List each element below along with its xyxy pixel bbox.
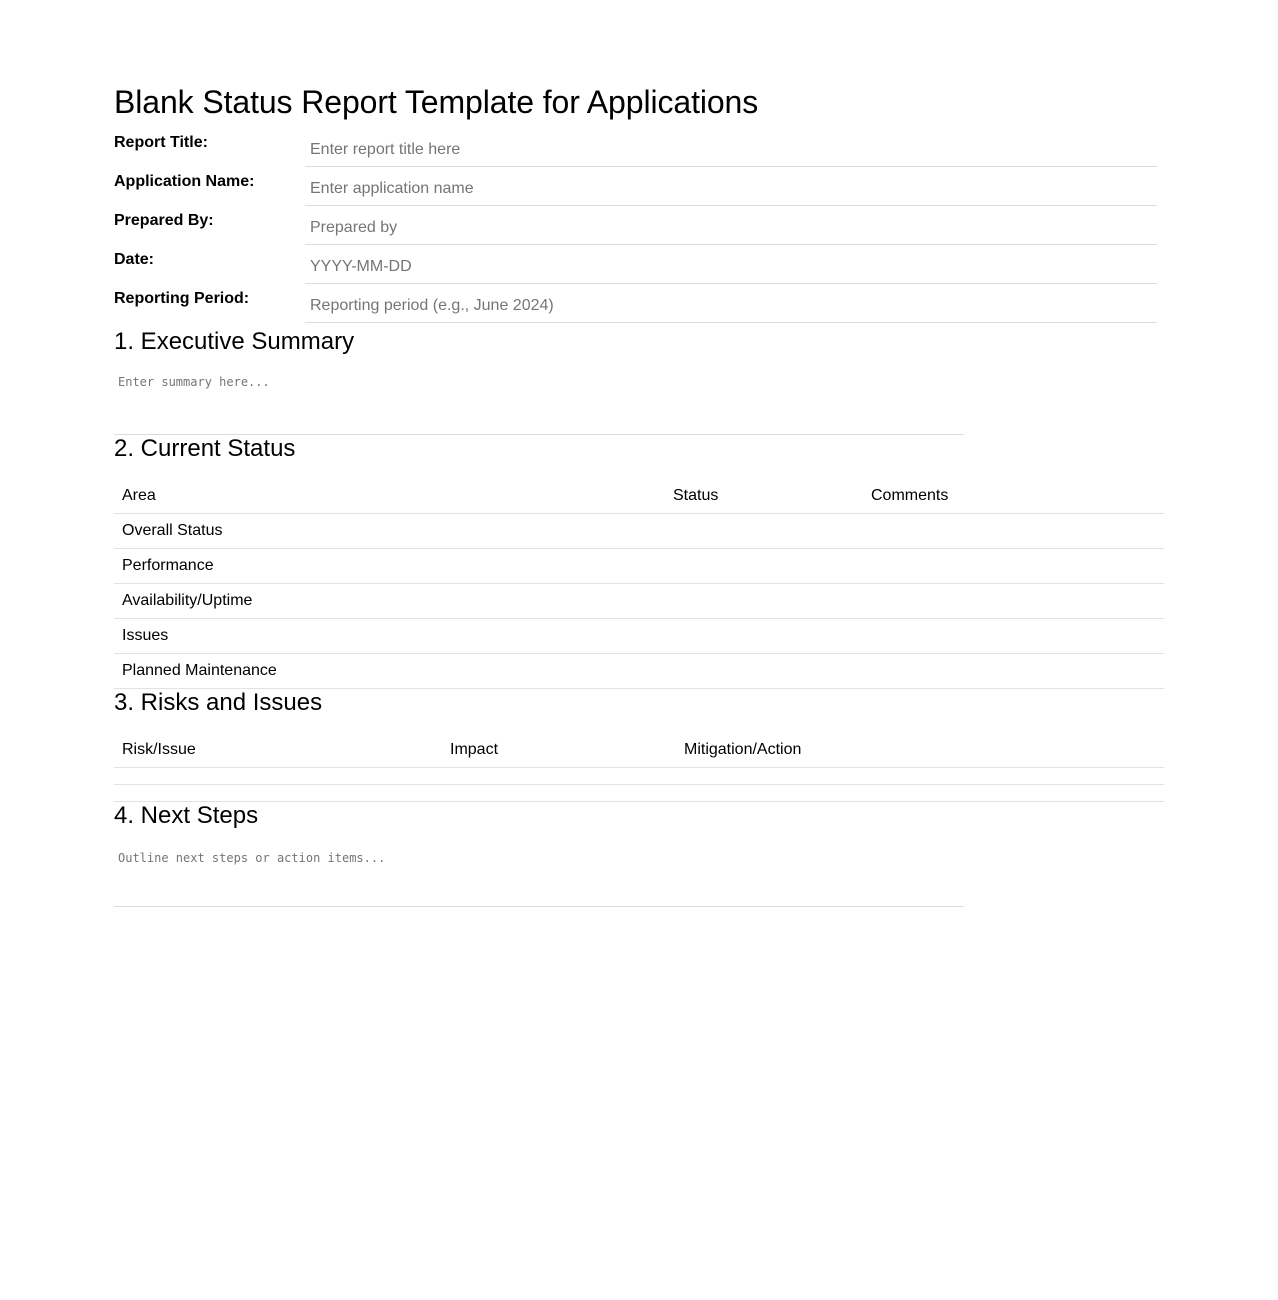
comments-cell[interactable]	[863, 549, 1164, 584]
status-cell[interactable]	[665, 619, 863, 654]
column-header-status: Status	[665, 479, 863, 514]
table-row	[114, 619, 1164, 654]
report-title-label: Report Title:	[114, 134, 208, 151]
area-cell: Issues	[114, 619, 665, 654]
impact-cell[interactable]	[442, 785, 676, 802]
risks-issues-heading: 3. Risks and Issues	[114, 689, 323, 716]
reporting-period-label: Reporting Period:	[114, 290, 250, 307]
column-header-comments: Comments	[863, 479, 1164, 514]
risk-issue-cell[interactable]	[114, 785, 442, 802]
comments-cell[interactable]	[863, 654, 1164, 689]
column-header-mitigation-action: Mitigation/Action	[676, 733, 1164, 768]
mitigation-action-cell[interactable]	[676, 768, 1164, 785]
risks-issues-table	[114, 733, 1164, 802]
status-cell[interactable]	[665, 654, 863, 689]
table-header-row	[114, 479, 1164, 514]
comments-cell[interactable]	[863, 584, 1164, 619]
page-title: Blank Status Report Template for Applications	[114, 84, 759, 120]
reporting-period-row	[114, 289, 1164, 328]
area-cell: Availability/Uptime	[114, 584, 665, 619]
status-cell[interactable]	[665, 514, 863, 549]
application-name-input[interactable]	[305, 173, 1157, 206]
table-row	[114, 654, 1164, 689]
mitigation-action-cell[interactable]	[676, 785, 1164, 802]
status-cell[interactable]	[665, 584, 863, 619]
column-header-impact: Impact	[442, 733, 676, 768]
comments-cell[interactable]	[863, 619, 1164, 654]
executive-summary-heading: 1. Executive Summary	[114, 328, 355, 355]
executive-summary-textarea[interactable]	[114, 371, 964, 435]
report-info-form	[114, 133, 1164, 328]
report-title-input[interactable]	[305, 134, 1157, 167]
next-steps-heading: 4. Next Steps	[114, 802, 259, 829]
impact-cell[interactable]	[442, 768, 676, 785]
table-row	[114, 584, 1164, 619]
column-header-area: Area	[114, 479, 665, 514]
area-cell: Performance	[114, 549, 665, 584]
report-title-row	[114, 133, 1164, 172]
date-row	[114, 250, 1164, 289]
prepared-by-row	[114, 211, 1164, 250]
reporting-period-input[interactable]	[305, 290, 1157, 323]
status-cell[interactable]	[665, 549, 863, 584]
date-label: Date:	[114, 251, 155, 268]
comments-cell[interactable]	[863, 514, 1164, 549]
table-row	[114, 785, 1164, 802]
column-header-risk-issue: Risk/Issue	[114, 733, 442, 768]
current-status-heading: 2. Current Status	[114, 435, 296, 462]
current-status-table	[114, 479, 1164, 689]
table-row	[114, 514, 1164, 549]
table-row	[114, 549, 1164, 584]
date-input[interactable]	[305, 251, 1157, 284]
next-steps-textarea[interactable]	[114, 847, 964, 907]
prepared-by-label: Prepared By:	[114, 212, 214, 229]
area-cell: Planned Maintenance	[114, 654, 665, 689]
risk-issue-cell[interactable]	[114, 768, 442, 785]
prepared-by-input[interactable]	[305, 212, 1157, 245]
application-name-row	[114, 172, 1164, 211]
table-header-row	[114, 733, 1164, 768]
area-cell: Overall Status	[114, 514, 665, 549]
table-row	[114, 768, 1164, 785]
application-name-label: Application Name:	[114, 173, 255, 190]
